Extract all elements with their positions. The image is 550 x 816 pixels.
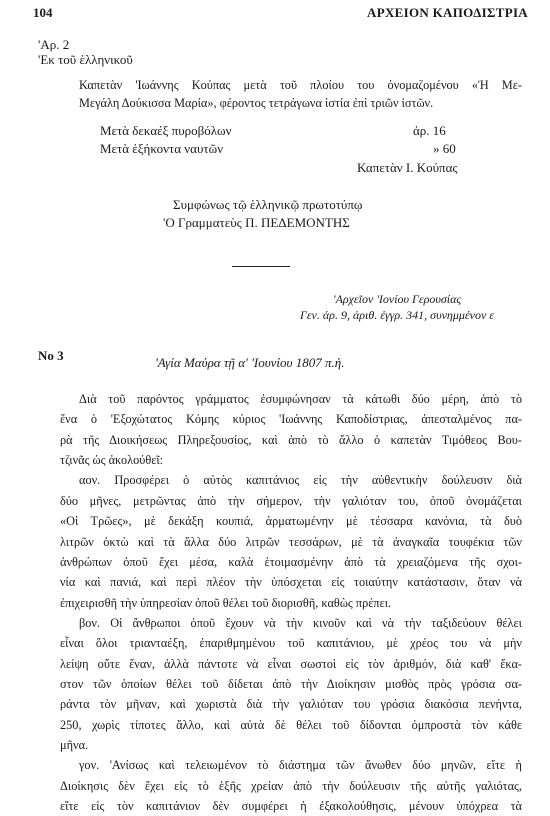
doc3-line-8: λιτρῶν ὀκτὼ καὶ τὰ ἄλλα δύο λιτρῶν τεσσάρων, μὲ τὰ ἀναγκαῖα τουφέκια τῶν bbox=[60, 534, 522, 549]
doc3-place-date: 'Αγία Μαύρα τῇ α' 'Ιουνίου 1807 π.ἡ. bbox=[155, 355, 345, 370]
section-divider bbox=[232, 266, 290, 267]
doc3-number: Νο 3 bbox=[38, 348, 64, 363]
running-title: ΑΡΧΕΙΟΝ ΚΑΠΟΔΙΣΤΡΙΑ bbox=[367, 5, 528, 20]
doc3-line-6: δύο μῆνες, μετρῶντας ἀπὸ τὴν σήμερον, τὴν γαλιόταν του, ὀποῦ ὀνομάζεται bbox=[60, 493, 522, 508]
doc3-line-7: «Οἱ Τρῶες», μὲ δεκάξη κουπιά, ἀρματωμένην μὲ τέσσαρα κανόνια, τὰ δυὸ bbox=[60, 514, 522, 529]
doc3-line-18: μῆνα. bbox=[60, 738, 89, 752]
cannons-value: ἀρ. 16 bbox=[413, 123, 446, 138]
doc3-line-9: ἀνθρώπων ὀποῦ ἔχει μέσα, καλὰ ἑτοιμασμένην ἀπὸ τὰ χρειαζόμενα τῆς σχοι- bbox=[60, 554, 522, 569]
doc3-line-19: γον. 'Ανίσως καὶ τελειωμένον τὸ διάστημα τῶν ἄνωθεν δύο μηνῶν, εἴτε ἡ bbox=[79, 758, 522, 773]
cannons-label: Μετὰ δεκαέξ πυροβόλων bbox=[100, 123, 232, 138]
archive-reference-2: Γεν. ἀρ. 9, ἀριθ. ἐγγρ. 341, συνημμένον ε bbox=[300, 308, 495, 322]
crew-value: » 60 bbox=[433, 141, 456, 156]
doc3-line-2: ἕνα ὁ 'Εξοχώτατος Κόμης κύριος 'Ιωάννης Καποδίστριας, ἀπεσταλμένος πα- bbox=[60, 412, 522, 427]
doc2-source: 'Εκ τοῦ ἑλληνικοῦ bbox=[38, 52, 133, 67]
doc3-line-14: λείψη οὔτε ἕναν, ἀλλὰ πάντοτε νὰ εἶναι σωστοὶ εἰς τὸν ἀριθμόν, διὰ καθ' ἕκα- bbox=[60, 656, 522, 671]
secretary-signature: 'Ο Γραμματεὺς Π. ΠΕΔΕΜΟΝΤΗΣ bbox=[163, 215, 350, 230]
doc2-intro-line-1: Καπετὰν 'Ιωάννης Κούπας μετὰ τοῦ πλοίου του ὀνομαζομένου «Ἡ Με- bbox=[79, 78, 522, 92]
archive-reference-1: 'Αρχεῖον 'Ιονίου Γερουσίας bbox=[333, 292, 462, 306]
conformity-note: Συμφώνως τῷ ἑλληνικῷ πρωτοτύπῳ bbox=[173, 197, 363, 212]
doc3-line-10: νία καὶ πανιά, καὶ περὶ πλέον τὴν ὑπόσχεται εἰς τοιαύτην κατάστασιν, ὅταν νὰ bbox=[60, 575, 522, 590]
doc2-signature: Καπετὰν Ι. Κούπας bbox=[357, 160, 458, 175]
doc3-line-20: Διοίκησις δὲν ἔχει εἰς τὸ ἑξῆς χρείαν ἀπὸ τὴν δούλευσιν τῆς αὐτῆς γαλιότας, bbox=[60, 778, 522, 793]
doc3-line-11: ἐπιχειρισθῆ τὴν ὑπηρεσίαν ὀποῦ θέλει τοῦ διορισθῆ, καθὼς πρέπει. bbox=[60, 595, 392, 610]
doc3-line-5: αον. Προσφέρει ὁ αὐτὸς καπιτάνιος εἰς τὴν αὐθεντικὴν δούλευσιν διὰ bbox=[79, 473, 522, 488]
doc3-line-12: βον. Οἱ ἄνθρωποι ὀποῦ ἔχουν νὰ τὴν κινοῦν καὶ νὰ τὴν ταξιδεύουν θέλει bbox=[79, 615, 522, 630]
doc2-intro-line-2: Μεγάλη Δούκισσα Μαρία», φέροντος τετράγωνα ἱστία ἐπὶ τριῶν ἱστῶν. bbox=[79, 96, 434, 110]
doc3-line-15: στον τῶν ὁποίων θέλει τοῦ δίδεται ἀπὸ τὴν Διοίκησιν μισθὸς πρὸς γρόσια σα- bbox=[60, 676, 522, 691]
doc3-line-13: εἶναι ὅλοι τριανταέξη, ἐπαριθμημένου τοῦ καπιτάνιου, μὲ χρέος του νὰ μὴν bbox=[60, 636, 522, 651]
doc3-line-16: ράντα τὸν μῆναν, καὶ χωριστὰ διὰ τὴν γαλιόταν του γρόσια διακόσια πενήντα, bbox=[60, 697, 522, 712]
doc3-line-4: τζινᾶς ὡς ἀκολούθεῖ: bbox=[60, 453, 164, 468]
page-number: 104 bbox=[33, 5, 53, 20]
doc3-line-21: εἴτε εἰς τὸν καπιτάνιον δὲν συμφέρει ἡ ἐξακολούθησις, μένουν ὑπόχρεα τὰ bbox=[60, 799, 522, 813]
doc2-number: 'Αρ. 2 bbox=[38, 37, 70, 52]
doc3-line-3: ρὰ τῆς Διοικήσεως Πληρεξουσίος, καὶ ἀπὸ τὸ ἄλλο ὁ καπετὰν Τιμόθεος Βου- bbox=[60, 432, 522, 447]
doc3-line-17: 250, χωρὶς τίποτες ἄλλο, καὶ αὐτὰ δὲ θέλει τοῦ δίδονται ὀμπροστὰ τὸν κάθε bbox=[60, 717, 522, 732]
doc3-line-1: Διὰ τοῦ παρόντος γράμματος ἐσυμφώνησαν τὰ κάτωθι δύο μέρη, ἀπὸ τὸ bbox=[79, 392, 522, 406]
crew-label: Μετὰ ἑξήκοντα ναυτῶν bbox=[100, 141, 224, 156]
